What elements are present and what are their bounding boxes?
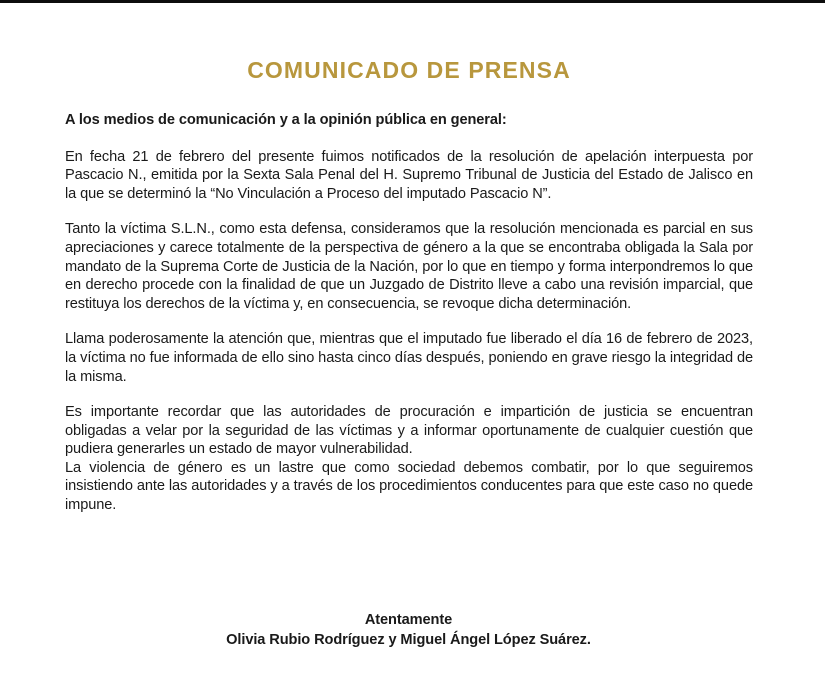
paragraph-1: En fecha 21 de febrero del presente fuimos notificados de la resolución de apelación interpuesta por Pascacio N., emitida por la Sexta Sala Penal del H. Supremo Tribunal de Justicia del Estado de Jalisco en la que se determinó la “No Vinculación a Proceso del imputado Pascacio N”. (65, 148, 753, 202)
paragraph-3: Llama poderosamente la atención que, mientras que el imputado fue liberado el día 16 de febrero de 2023, la víctima no fue informada de ello sino hasta cinco días después, poniendo en grave riesgo la integridad de la misma. (65, 331, 753, 385)
paragraph-2: Tanto la víctima S.L.N., como esta defensa, consideramos que la resolución mencionada es parcial en sus apreciaciones y carece totalmente de la perspectiva de género a la que se encontraba obligada la Sala por mandato de la Suprema Corte de Justicia de la Nación, por lo que en tiempo y forma interpondremos lo que en derecho procede con la finalidad de que un Juzgado de Distrito lleve a cabo una revisión imparcial, que restituya los derechos de la víctima y, en consecuencia, se revoque dicha determinación. (65, 221, 753, 312)
signer-names: Olivia Rubio Rodríguez y Miguel Ángel López Suárez. (226, 632, 591, 648)
paragraph-5: La violencia de género es un lastre que como sociedad debemos combatir, por lo que seguiremos insistiendo ante las autoridades y a través de los procedimientos conducentes para que este caso no quede impune. (65, 459, 753, 514)
page-title: COMUNICADO DE PRENSA (247, 57, 571, 83)
signature-block (0, 610, 825, 650)
body-text (65, 130, 753, 515)
salutation-line: A los medios de comunicación y a la opinión pública en general: (65, 111, 507, 128)
closing-salutation: Atentamente (364, 612, 453, 628)
paragraph-4: Es importante recordar que las autoridades de procuración e impartición de justicia se encuentran obligadas a velar por la seguridad de las víctimas y a informar oportunamente de cualquier cuestión que pudiera generarles un estado de mayor vulnerabilidad. (65, 404, 753, 458)
